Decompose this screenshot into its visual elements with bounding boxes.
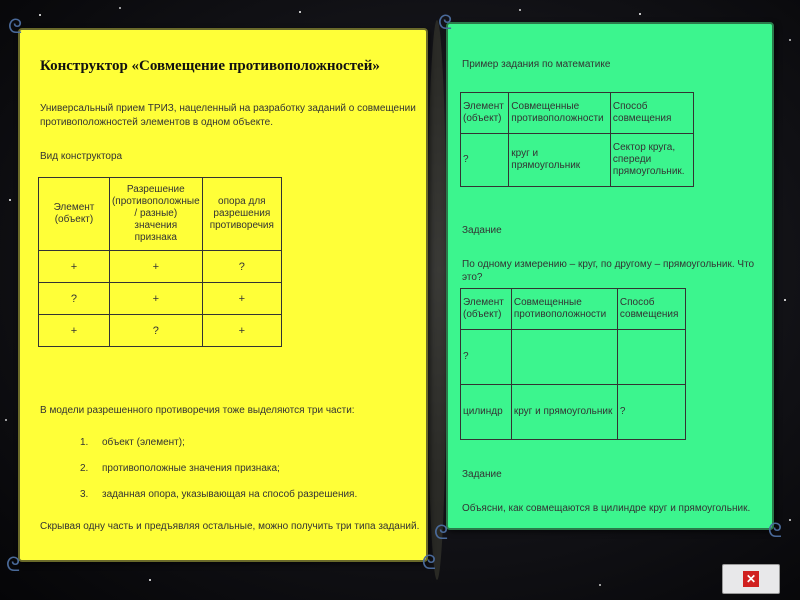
task-2-label: Задание — [462, 469, 502, 480]
left-slide-panel — [6, 14, 436, 576]
table-cell: + — [39, 251, 110, 283]
table-row — [461, 134, 694, 187]
table-row — [461, 385, 686, 440]
table-row — [39, 283, 282, 315]
right-slide-panel — [434, 10, 782, 544]
example-table-2 — [460, 288, 686, 440]
table-row — [39, 251, 282, 283]
table-header-cell: Элемент (объект) — [39, 178, 110, 251]
table-cell: Сектор круга, спереди прямоугольник. — [610, 134, 693, 187]
scroll-curl-icon: ᘓ — [434, 520, 449, 544]
table-header-cell: опора для разрешения противоречия — [202, 178, 281, 251]
intro-line-1: Универсальный прием ТРИЗ, нацеленный на разработку заданий о совмещении — [40, 103, 416, 114]
table-cell: + — [202, 315, 281, 347]
close-slide-button[interactable] — [722, 564, 780, 594]
scroll-curl-icon: ᘓ — [8, 14, 23, 38]
table-header-cell: Элемент (объект) — [461, 289, 512, 330]
table-row — [39, 315, 282, 347]
example-title: Пример задания по математике — [462, 59, 611, 70]
close-icon: ✕ — [743, 571, 759, 587]
table-cell: + — [39, 315, 110, 347]
table-cell: ? — [461, 134, 509, 187]
scroll-curl-icon: ᘓ — [438, 10, 453, 34]
list-item: 2. противоположные значения признака; — [80, 463, 280, 474]
table-cell: ? — [461, 330, 512, 385]
table-header-cell: Совмещенные противоположности — [509, 93, 611, 134]
table-header-cell: Разрешение (противоположные / разные) значения признака — [109, 178, 202, 251]
constructor-title: Конструктор «Совмещение противоположностей» — [40, 58, 380, 74]
scroll-curl-icon: ᘓ — [421, 550, 436, 574]
table-cell: ? — [109, 315, 202, 347]
table-cell: ? — [617, 385, 685, 440]
table-cell: ? — [202, 251, 281, 283]
model-text: В модели разрешенного противоречия тоже выделяются три части: — [40, 405, 355, 416]
task-2-text: Объясни, как совмещаются в цилиндре круг и прямоугольник. — [462, 503, 751, 514]
table-header-cell: Способ совмещения — [617, 289, 685, 330]
table-cell: + — [202, 283, 281, 315]
table-header-row — [461, 93, 694, 134]
table-cell: + — [109, 251, 202, 283]
table-cell — [617, 330, 685, 385]
intro-line-2: противоположностей элементов в одном объекте. — [40, 117, 273, 128]
table-cell: + — [109, 283, 202, 315]
table-cell: круг и прямоугольник — [509, 134, 611, 187]
task-1-label: Задание — [462, 225, 502, 236]
table-header-row — [461, 289, 686, 330]
table-header-cell: Совмещенные противоположности — [511, 289, 617, 330]
table-cell: круг и прямоугольник — [511, 385, 617, 440]
list-item: 1. объект (элемент); — [80, 437, 185, 448]
list-item: 3. заданная опора, указывающая на способ разрешения. — [80, 489, 358, 500]
table-header-cell: Способ совмещения — [610, 93, 693, 134]
task-1-text: По одному измерению – круг, по другому – прямоугольник. Что это? — [462, 259, 755, 283]
view-label: Вид конструктора — [40, 151, 123, 162]
constructor-table — [38, 177, 282, 347]
table-header-cell: Элемент (объект) — [461, 93, 509, 134]
scroll-curl-icon: ᘓ — [6, 552, 21, 576]
footer-text: Скрывая одну часть и предъявляя остальные, можно получить три типа заданий. — [40, 521, 420, 532]
table-cell: ? — [39, 283, 110, 315]
scroll-curl-icon: ᘓ — [767, 518, 782, 542]
example-table-1 — [460, 92, 694, 187]
table-cell: цилиндр — [461, 385, 512, 440]
table-row — [461, 330, 686, 385]
table-cell — [511, 330, 617, 385]
table-header-row — [39, 178, 282, 251]
